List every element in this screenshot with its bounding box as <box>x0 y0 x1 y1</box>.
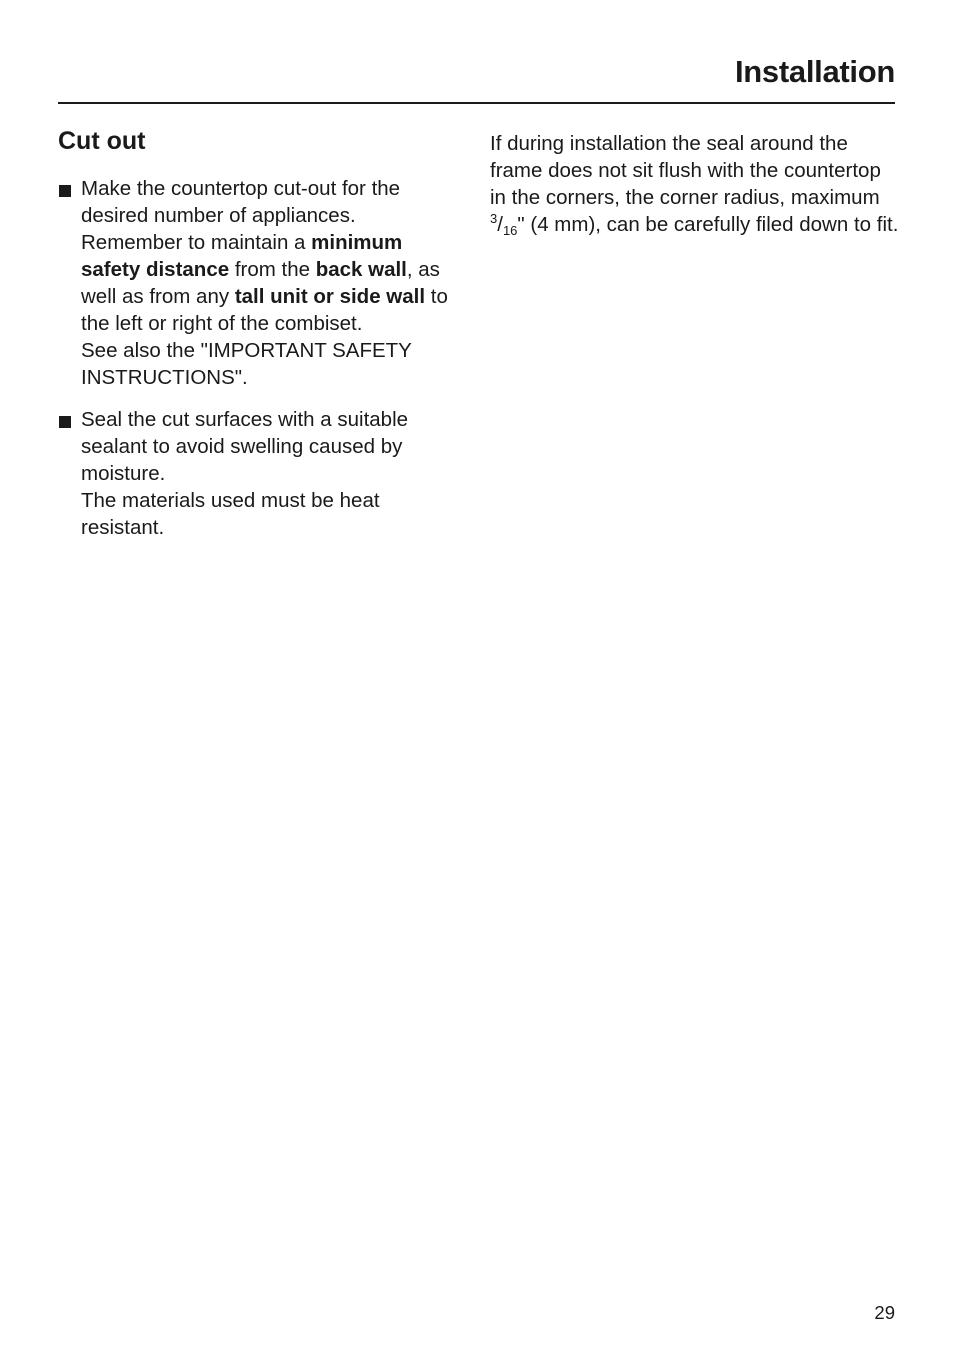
list-item <box>58 406 453 541</box>
page-number: 29 <box>874 1302 895 1323</box>
seal-paragraph: If during installation the seal around the frame does not sit flush with the countertop in the corners, the corner radius, maximum $^3/_{16}$" (4 mm), can be carefully filed down to fit. <box>490 132 899 238</box>
fraction-slash: / <box>497 213 503 236</box>
emphasis-tall-unit-or-side-wall: tall unit or side wall <box>234 285 426 308</box>
emphasis-back-wall: back wall <box>315 258 407 281</box>
fraction-denominator: 16 <box>502 223 518 238</box>
list-item <box>58 175 453 391</box>
left-column <box>58 124 453 556</box>
page-title: Installation <box>734 54 895 89</box>
list-item-text: Seal the cut surfaces with a suitable sealant to avoid swelling caused by moisture. <box>81 408 409 485</box>
fraction-numerator: 3 <box>490 211 498 226</box>
right-column <box>490 130 900 238</box>
list-item-text: Make the countertop cut-out for the desired number of appliances. Remember to maintain a minimum safety distance from the back wall, as well as from any tall unit or side wall to the left or right of the combiset. <box>81 177 448 335</box>
list-item-note: The materials used must be heat resistant. <box>81 489 380 539</box>
page-header <box>58 50 895 104</box>
section-heading: Cut out <box>58 127 146 155</box>
instruction-list <box>58 175 453 541</box>
emphasis-minimum-safety-distance: minimum safety distance <box>81 231 403 281</box>
square-bullet-icon <box>59 185 71 197</box>
list-item-note: See also the "IMPORTANT SAFETY INSTRUCTIONS". <box>81 339 412 389</box>
square-bullet-icon <box>59 416 71 428</box>
